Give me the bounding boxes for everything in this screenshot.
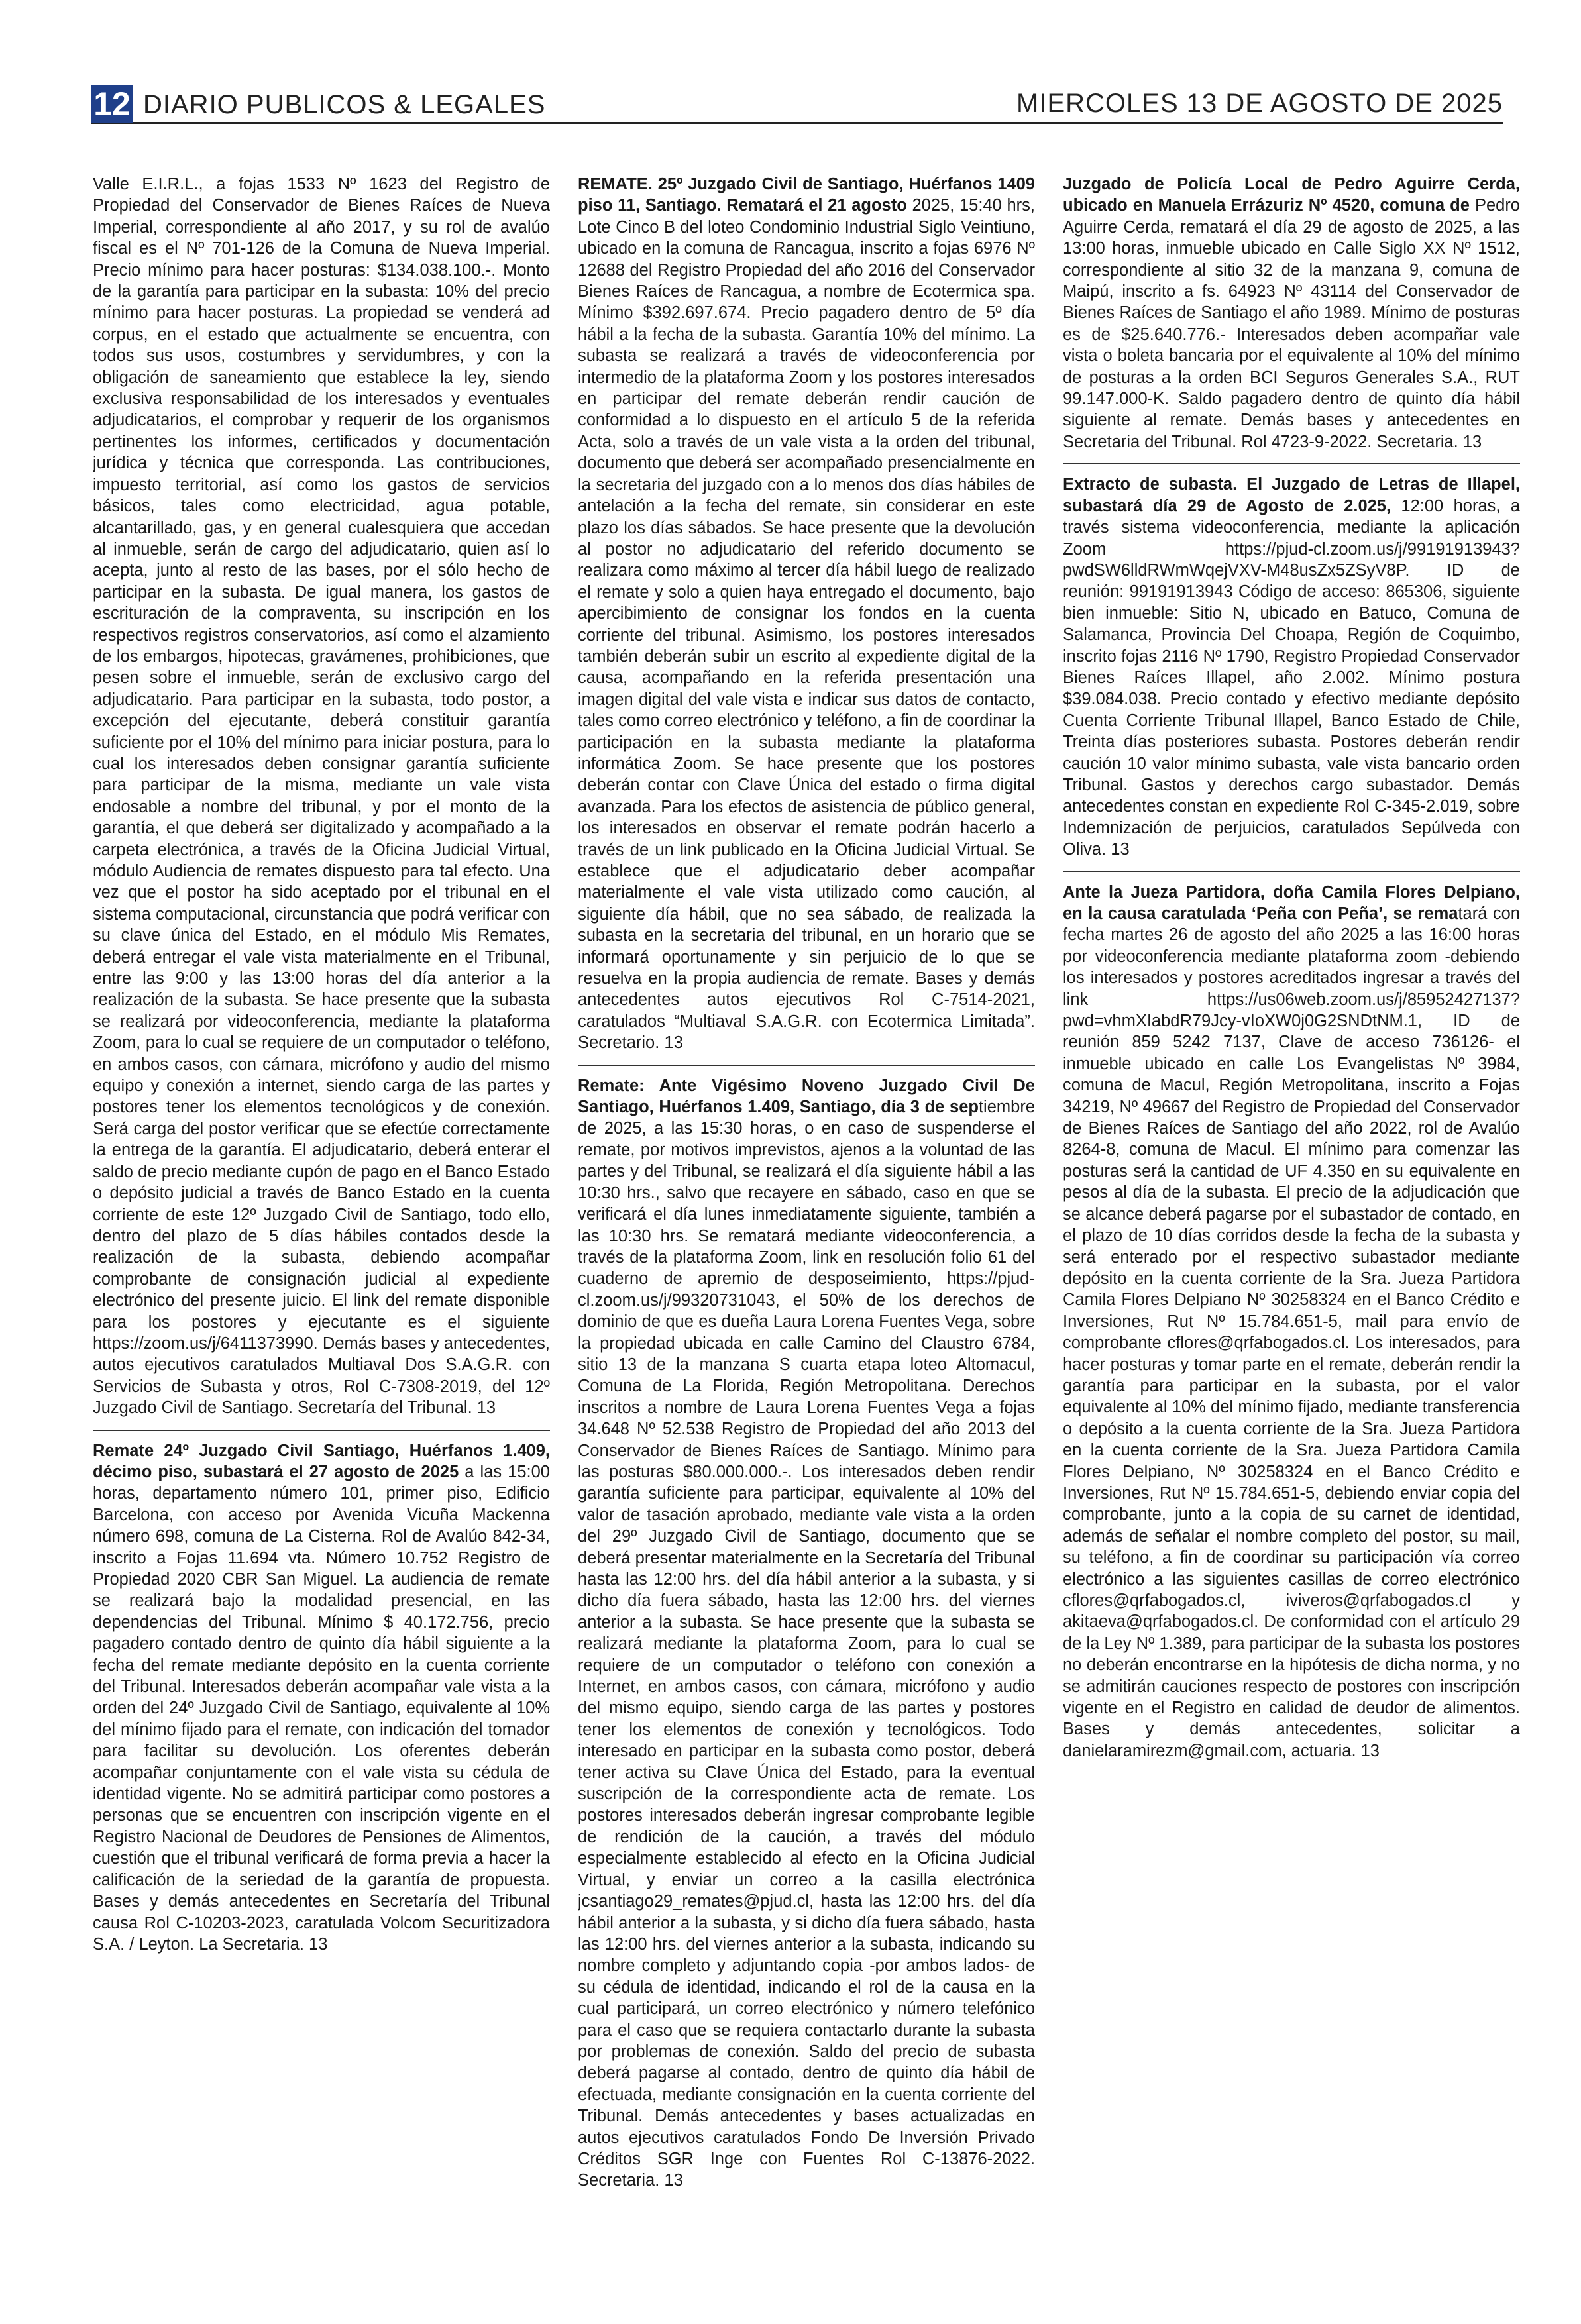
notice-text: [578, 174, 1035, 1054]
notice-body: Pedro Aguirre Cerda, rematará el día 29 de agosto de 2025, a las 13:00 horas, inmueble ubicado en Calle Siglo XX Nº 1512, correspondiente al sitio 32 de la manzana 9, comuna de Maipú, inscrito a fs. 64923 Nº 43114 del Conservador de Bienes Raíces de Santiago el año 1989. Mínimo de posturas es de $25.640.776.- Interesados deben acompañar vale vista o boleta bancaria por el equivalente al 10% del mínimo de posturas a la orden BCI Seguros Generales S.A., RUT 99.147.000-K. Saldo pagadero dentro de quinto día hábil siguiente al remate. Demás bases y antecedentes en Secretaria del Tribunal. Rol 4723-9-2022. Secretaria. 13: [1063, 196, 1520, 451]
notice: [1063, 474, 1520, 860]
issue-date: MIERCOLES 13 DE AGOSTO DE 2025: [1016, 89, 1503, 118]
notice-body: tiembre de 2025, a las 15:30 horas, o en caso de suspenderse el remate, por motivos imprevistos, ajenos a la voluntad de las partes y del Tribunal, se realizará el día siguiente hábil a las 10:30 hrs., salvo que recayere en sábado, caso en que se verificará el día lunes inmediatamente siguiente, también a las 10:30 hrs. Se rematará mediante videoconferencia, a través de la plataforma Zoom, link en resolución folio 61 del cuaderno de apremio de desposeimiento, https://pjud-cl.zoom.us/j/99320731043, el 50% de los derechos de dominio de que es dueña Laura Lorena Fuentes Vega, sobre la propiedad ubicada en calle Camino del Claustro 6784, sitio 13 de la manzana S cuarta etapa loteo Altomacul, Comuna de La Florida, Región Metropolitana. Derechos inscritos a nombre de Laura Lorena Fuentes Vega a fojas 34.648 Nº 52.538 Registro de Propiedad del año 2013 del Conservador de Bienes Raíces de Santiago. Mínimo para las posturas $80.000.000.-. Los interesados deben rendir garantía suficiente para participar, equivalente al 10% del valor de tasación aprobado, mediante vale vista a la orden del 29º Juzgado Civil de Santiago, documento que se deberá presentar materialmente en la Secretaría del Tribunal hasta las 12:00 hrs. del día hábil anterior a la subasta, y si dicho día fuera sábado, hasta las 12:00 hrs. del viernes anterior a la subasta. Se hace presente que la subasta se realizará mediante la plataforma Zoom, para lo cual se requiere de un computador o teléfono con conexión a Internet, en ambos casos, con cámara, micrófono y audio del mismo equipo, siendo carga de las partes y postores tener los elementos de conexión y tecnológicos. Todo interesado en participar en la subasta como postor, deberá tener activa su Clave Única del Estado, para la eventual suscripción de la correspondiente acta de remate. Los postores interesados deberán ingresar comprobante legible de rendición de la caución, a través del módulo especialmente establecido al efecto en la Oficina Judicial Virtual, y enviar un correo a la casilla electrónica jcsantiago29_remates@pjud.cl, hasta las 12:00 hrs. del día hábil anterior a la subasta, y si dicho día fuera sábado, hasta las 12:00 hrs. del viernes anterior a la subasta, indicando su nombre completo y adjuntando copia -por ambos lados- de su cédula de identidad, indicando el rol de la causa en la cual participará, un correo electrónico y número telefónico para el caso que se requiera contactarlo durante la subasta por problemas de conexión. Saldo del precio de subasta deberá pagarse al contado, dentro de quinto día hábil de efectuada, mediante consignación en la cuenta corriente del Tribunal. Demás antecedentes y bases actualizadas en autos ejecutivos caratulados Fondo De Inversión Privado Créditos SGR Inge con Fuentes Rol C-13876-2022. Secretaria. 13: [578, 1098, 1035, 2190]
notice-text: [578, 1075, 1035, 2192]
divider: [578, 1065, 1035, 1066]
notice-text: [93, 174, 550, 1419]
notice-body: 12:00 horas, a través sistema videoconferencia, mediante la aplicación Zoom https://pjud-cl.zoom.us/j/99191913943?pwdSW6lldRWmWqejVXV-M48usZx5ZSyV8P. ID de reunión: 99191913943 Código de acceso: 865306, siguiente bien inmueble: Sitio N, ubicado en Batuco, Comuna de Salamanca, Provincia Del Choapa, Región de Coquimbo, inscrito fojas 2116 Nº 1790, Registro Propiedad Conservador Bienes Raíces Illapel, año 2.002. Mínimo postura $39.084.038. Precio contado y efectivo mediante depósito Cuenta Corriente Tribunal Illapel, Banco Estado de Chile, Treinta días posteriores subasta. Postores deberán rendir caución 10 valor mínimo subasta, vale vista bancario orden Tribunal. Gastos y derechos cargo subastador. Demás antecedentes constan en expediente Rol C-345-2.019, sobre Indemnización de perjuicios, caratulados Sepúlveda con Oliva. 13: [1063, 496, 1520, 859]
notice-lead: Remate 24º Juzgado Civil Santiago, Huérfanos 1.409, décimo piso, subastará el 27 agosto de 2025: [93, 1441, 550, 1481]
notice-lead: Juzgado de Policía Local de Pedro Aguirre Cerda, ubicado en Manuela Errázuriz Nº 4520, comuna de: [1063, 175, 1520, 215]
column-1: [93, 174, 550, 2280]
notice: [578, 174, 1035, 1054]
notice: [1063, 882, 1520, 1762]
notice-body: tará con fecha martes 26 de agosto del año 2025 a las 16:00 horas por videoconferencia mediante plataforma zoom -debiendo los interesados y postores acreditados ingresar a través del link https://us06web.zoom.us/j/85952427137?pwd=vhmXIabdR79Jcy-vIoXW0j0G2SNDtNM.1, ID de reunión 859 5242 7137, Clave de acceso 736126- el inmueble ubicado en calle Los Evangelistas Nº 3984, comuna de Macul, Región Metropolitana, inscrito a Fojas 34219, Nº 49667 del Registro de Propiedad del Conservador de Bienes Raíces de Santiago del año 2022, rol de Avalúo 8264-8, comuna de Macul. El mínimo para comenzar las posturas será la cantidad de UF 4.350 en su equivalente en pesos al día de la subasta. El precio de la adjudicación que se alcance deberá pagarse por el subastador de contado, en el plazo de 10 días corridos desde la fecha de la subasta y será enterado por el respectivo subastador mediante depósito en la cuenta corriente de la Sra. Jueza Partidora Camila Flores Delpiano Nº 30258324 en el Banco Crédito e Inversiones, Rut Nº 15.784.651-5, mail para envío de comprobante cflores@qrfabogados.cl. Los interesados, para hacer posturas y tomar parte en el remate, deberán rendir la garantía para participar en la subasta, por el valor equivalente al 10% del mínimo fijado, mediante transferencia o depósito a la cuenta corriente de la Sra. Jueza Partidora en la cuenta corriente de la Sra. Jueza Partidora Camila Flores Delpiano, Nº 30258324 en el Banco Crédito e Inversiones, Rut Nº 15.784.651-5, debiendo enviar copia del comprobante, junto a la copia de su carnet de identidad, además de señalar el nombre completo del postor, su mail, su teléfono, a fin de coordinar su participación vía correo electrónico a las siguientes casillas de correo electrónico cflores@qrfabogados.cl, iviveros@qrfabogados.cl y akitaeva@qrfabogados.cl. De conformidad con el artículo 29 de la Ley Nº 1.389, para participar de la subasta los postores no deberán encontrarse en la hipótesis de dicha norma, y no se admitirán cauciones respecto de postores con inscripción vigente en el Registro en calidad de deudor de alimentos. Bases y demás antecedentes, solicitar a danielaramirezm@gmail.com, actuaria. 13: [1063, 904, 1520, 1760]
page-number: 12: [91, 85, 133, 123]
notice: [1063, 174, 1520, 452]
notice: [93, 174, 550, 1419]
column-3: [1063, 174, 1520, 2280]
notice-text: [93, 1440, 550, 1956]
notice: [93, 1440, 550, 1956]
notice-lead: Ante la Jueza Partidora, doña Camila Flores Delpiano, en la causa caratulada ‘Peña con Peña’, se rema: [1063, 882, 1520, 923]
divider: [1063, 463, 1520, 464]
notice-text: [1063, 882, 1520, 1762]
notice: [578, 1075, 1035, 2192]
notice-text: [1063, 174, 1520, 452]
page-header: [91, 85, 1503, 124]
notice-body: Valle E.I.R.L., a fojas 1533 Nº 1623 del Registro de Propiedad del Conservador de Bienes Raíces de Nueva Imperial, correspondiente al año 2017, y su rol de avalúo fiscal es el Nº 701-126 de la Comuna de Nueva Imperial. Precio mínimo para hacer posturas: $134.038.100.-. Monto de la garantía para participar en la subasta: 10% del precio mínimo para hacer posturas. La propiedad se venderá ad corpus, en el estado que actualmente se encuentra, con todos sus usos, costumbres y servidumbres, y con la obligación de saneamiento que establece la ley, siendo exclusiva responsabilidad de los interesados y eventuales adjudicatarios, el comprobar y requerir de los organismos pertinentes los informes, certificados y documentación jurídica y técnica que corresponda. Las contribuciones, impuesto territorial, así como los gastos de servicios básicos, tales como electricidad, agua potable, alcantarillado, gas, y en general cualesquiera que accedan al inmueble, serán de cargo del adjudicatario, quien así lo acepta, junto al resto de las bases, por el sólo hecho de participar en la subasta. De igual manera, los gastos de escrituración de la compraventa, su inscripción en los respectivos registros conservatorios, así como el alzamiento de los embargos, hipotecas, gravámenes, prohibiciones, que pesen sobre el inmueble, serán de exclusivo cargo del adjudicatario. Para participar en la subasta, todo postor, a excepción del ejecutante, deberá constituir garantía suficiente por el 10% del mínimo para iniciar postura, para lo cual los interesados deben consignar garantía suficiente para participar de la misma, mediante un vale vista endosable a nombre del tribunal, y por el monto de la garantía, el que deberá ser digitalizado y acompañado a la carpeta electrónica, a través de la Oficina Judicial Virtual, módulo Audiencia de remates dispuesto para tal efecto. Una vez que el postor ha sido aceptado por el tribunal en el sistema computacional, circunstancia que podrá verificar con su clave única del Estado, en el módulo Mis Remates, deberá entregar el vale vista materialmente en el Tribunal, entre las 9:00 y las 13:00 horas del día anterior a la realización de la subasta. Se hace presente que la subasta se realizará por videoconferencia, mediante la plataforma Zoom, para lo cual se requiere de un computador o teléfono, en ambos casos, con cámara, micrófono y audio del mismo equipo y conexión a internet, siendo carga de las partes y postores tener los elementos tecnológicos y de conexión. Será carga del postor verificar que se efectúe correctamente la entrega de la garantía. El adjudicatario, deberá enterar el saldo de precio mediante cupón de pago en el Banco Estado o depósito judicial a través de Banco Estado en la cuenta corriente de este 12º Juzgado Civil de Santiago, todo ello, dentro del plazo de 5 días hábiles contados desde la realización de la subasta, debiendo acompañar comprobante de consignación judicial al expediente electrónico del presente juicio. El link del remate disponible para los postores y ejecutante es el siguiente https://zoom.us/j/6411373990. Demás bases y antecedentes, autos ejecutivos caratulados Multiaval Dos S.A.G.R. con Servicios de Subasta y otros, Rol C-7308-2019, del 12º Juzgado Civil de Santiago. Secretaría del Tribunal. 13: [93, 175, 550, 1418]
notice-lead: Remate: Ante Vigésimo Noveno Juzgado Civil De Santiago, Huérfanos 1.409, Santiago, día 3 de sep: [578, 1076, 1035, 1117]
notice-body: 2025, 15:40 hrs, Lote Cinco B del loteo Condominio Industrial Siglo Veintiuno, ubicado en la comuna de Rancagua, inscrito a fojas 6976 Nº 12688 del Registro Propiedad del año 2016 del Conservador Bienes Raíces de Rancagua, a nombre de Ecotermica spa. Mínimo $392.697.674. Precio pagadero dentro de 5º día hábil a la fecha de la subasta. Garantía 10% del mínimo. La subasta se realizará a través de videoconferencia por intermedio de la plataforma Zoom y los postores interesados en participar del remate deberán rendir caución de conformidad a lo dispuesto en el artículo 5 de la referida Acta, solo a través de un vale vista a la orden del tribunal, documento que deberá ser acompañado presencialmente en la secretaria del juzgado con a lo menos dos días hábiles de antelación a la fecha del remate, sin considerar en este plazo los días sábados. Se hace presente que la devolución al postor no adjudicatario del referido documento se realizara como máximo al tercer día hábil luego de realizado el remate y solo a quien haya entregado el documento, bajo apercibimiento de consignar los fondos en la cuenta corriente del tribunal. Asimismo, los postores interesados también deberán subir un escrito al expediente digital de la causa, acompañando en la referida presentación una imagen digital del vale vista e indicar sus datos de contacto, tales como correo electrónico y teléfono, a fin de coordinar la participación en la subasta mediante la plataforma informática Zoom. Se hace presente que los postores deberán contar con Clave Única del estado o firma digital avanzada. Para los efectos de asistencia de público general, los interesados en observar el remate podrán hacerlo a través de un link publicado en la Oficina Judicial Virtual. Se establece que el adjudicatario deber acompañar materialmente el vale vista utilizado como caución, al siguiente día hábil, que no sea sábado, de realizada la subasta en la secretaria del tribunal, en un horario que se informará oportunamente y sin perjuicio de lo que se resuelva en la propia audiencia de remate. Bases y demás antecedentes autos ejecutivos Rol C-7514-2021, caratulados “Multiaval S.A.G.R. con Ecotermica Limitada”. Secretario. 13: [578, 196, 1035, 1053]
notice-text: [1063, 474, 1520, 860]
publication-title: DIARIO PUBLICOS & LEGALES: [143, 90, 546, 119]
notice-body: a las 15:00 horas, departamento número 101, primer piso, Edificio Barcelona, con acceso por Avenida Vicuña Mackenna número 698, comuna de La Cisterna. Rol de Avalúo 842-34, inscrito a Fojas 11.694 vta. Número 10.752 Registro de Propiedad 2020 CBR San Miguel. La audiencia de remate se realizará bajo la modalidad presencial, en las dependencias del Tribunal. Mínimo $ 40.172.756, precio pagadero contado dentro de quinto día hábil siguiente a la fecha del remate mediante depósito en la cuenta corriente del Tribunal. Interesados deberán acompañar vale vista a la orden del 24º Juzgado Civil de Santiago, equivalente al 10% del mínimo fijado para el remate, con indicación del tomador para facilitar su devolución. Los oferentes deberán acompañar conjuntamente con el vale vista su cédula de identidad vigente. No se admitirá participar como postores a personas que se encuentren con inscripción vigente en el Registro Nacional de Deudores de Pensiones de Alimentos, cuestión que el tribunal verificará de forma previa a hacer la calificación de la seriedad de la garantía de propuesta. Bases y demás antecedentes en Secretaría del Tribunal causa Rol C-10203-2023, caratulada Volcom Securitizadora S.A. / Leyton. La Secretaria. 13: [93, 1462, 550, 1954]
divider: [93, 1430, 550, 1431]
notice-lead: REMATE. 25º Juzgado Civil de Santiago, Huérfanos 1409 piso 11, Santiago. Rematará el 21 agosto: [578, 175, 1035, 215]
column-2: [578, 174, 1035, 2280]
notice-lead: Extracto de subasta. El Juzgado de Letras de Illapel, subastará día 29 de Agosto de 2.025,: [1063, 475, 1520, 515]
divider: [1063, 871, 1520, 872]
